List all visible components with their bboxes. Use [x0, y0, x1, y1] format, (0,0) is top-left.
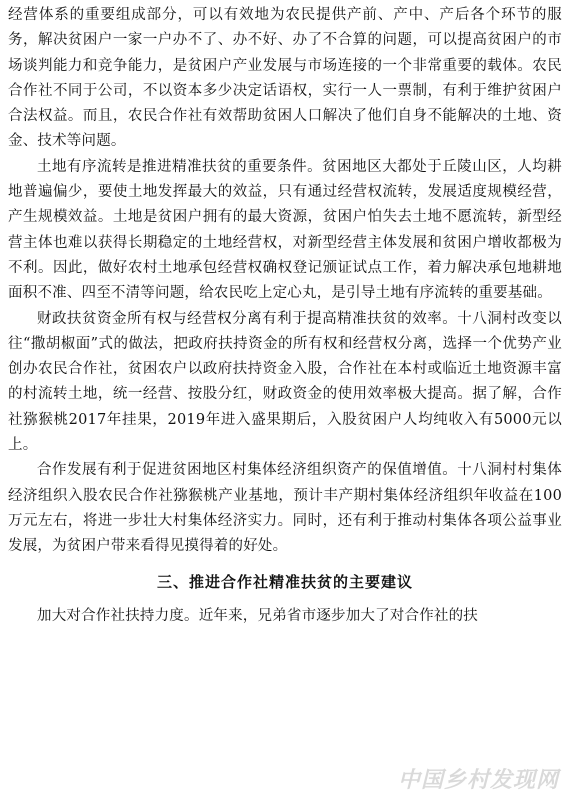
paragraph-1: 经营体系的重要组成部分，可以有效地为农民提供产前、产中、产后各个环节的服务，解决贫困户一家一户办不了、办不好、办了不合算的问题，可以提高贫困户的市场谈判能力和竞争能力，是贫困户产业发展与市场连接的一个非常重要的载体。农民合作社不同于公司，不以资本多少决定话语权，实行一人一票制，有利于维护贫困户合法权益。而且，农民合作社有效帮助贫困人口解决了他们自身不能解决的土地、资金、技术等问题。	[8, 7, 562, 150]
paragraph-2: 土地有序流转是推进精准扶贫的重要条件。贫困地区大都处于丘陵山区，人均耕地普遍偏少，要使土地发挥最大的效益，只有通过经营权流转，发展适度规模经营，产生规模效益。土地是贫困户拥有的最大资源，贫困户怕失去土地不愿流转，新型经营主体也难以获得长期稳定的土地经营权，对新型经营主体发展和贫困户增收都极为不利。因此，做好农村土地承包经营权确权登记颁证试点工作，着力解决承包地耕地面积不准、四至不清等问题，给农民吃上定心丸，是引导土地有序流转的重要基础。	[8, 158, 562, 302]
paragraph-4: 合作发展有利于促进贫困地区村集体经济组织资产的保值增值。十八洞村村集体经济组织入股农民合作社猕猴桃产业基地，预计丰产期村集体经济组织年收益在100万元左右，将进一步壮大村集体经济实力。同时，还有利于推动村集体各项公益事业发展，为贫困户带来看得见摸得着的好处。	[8, 462, 562, 555]
section-heading: 三、推进合作社精准扶贫的主要建议	[156, 572, 413, 591]
paragraph-5: 加大对合作社扶持力度。近年来，兄弟省市逐步加大了对合作社的扶	[37, 607, 478, 624]
document-body	[8, 3, 562, 629]
site-watermark: 中国乡村发现网	[397, 768, 559, 793]
paragraph-3: 财政扶贫资金所有权与经营权分离有利于提高精准扶贫的效率。十八洞村改变以往“撒胡椒面”式的做法，把政府扶持资金的所有权和经营权分离，选择一个优势产业创办农民合作社，贫困农户以政府扶持资金入股，合作社在本村或临近土地资源丰富的村流转土地，统一经营、按股分红，财政资金的使用效率极大提高。据了解，合作社猕猴桃2017年挂果，2019年进入盛果期后，入股贫困户人均纯收入有5000元以上。	[8, 310, 562, 454]
